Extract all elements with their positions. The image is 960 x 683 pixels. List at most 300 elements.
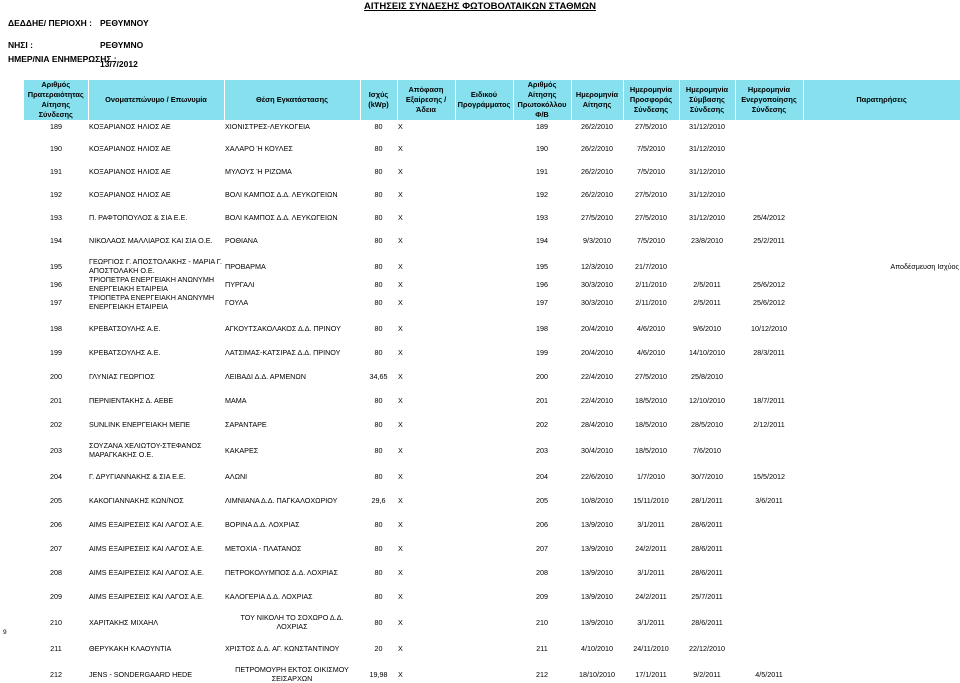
- cell-d-app: 22/4/2010: [581, 395, 613, 405]
- cell-d-app: 13/9/2010: [581, 617, 613, 627]
- cell-num: 206: [50, 519, 62, 529]
- cell-d-contract: 9/2/2011: [693, 669, 721, 679]
- cell-special: [455, 345, 513, 359]
- cell-special: [455, 565, 513, 579]
- cell-num: 191: [50, 167, 62, 176]
- cell-d-app: 22/6/2010: [581, 471, 613, 481]
- cell-exempt: Χ: [398, 419, 403, 429]
- cell-location: ΧΑΛΑΡΟ Ή ΚΟΥΛΕΣ: [225, 144, 293, 153]
- cell-notes: [803, 345, 960, 359]
- meta-island-value: ΡΕΘΥΜΝΟ: [100, 40, 144, 50]
- cell-num: 189: [50, 121, 62, 131]
- cell-d-offer: 4/6/2010: [637, 323, 665, 333]
- row-spacer-cell: [24, 483, 960, 493]
- cell-exempt: Χ: [398, 261, 403, 271]
- cell-d-contract: 23/8/2010: [691, 236, 723, 245]
- row-spacer: [24, 655, 960, 665]
- cell-prot: 192: [536, 190, 548, 199]
- cell-prot: 211: [536, 643, 548, 653]
- cell-location: ΠΥΡΓΑΛΙ: [225, 279, 255, 289]
- cell-d-offer: 24/2/2011: [635, 543, 667, 553]
- cell-d-active: [735, 120, 803, 132]
- table-row: [24, 469, 960, 483]
- cell-kw: 80: [374, 543, 383, 553]
- cell-special: [455, 293, 513, 311]
- table-row: [24, 665, 960, 683]
- cell-notes: [803, 441, 960, 459]
- cell-num: 209: [50, 591, 62, 601]
- cell-exempt: Χ: [398, 669, 403, 679]
- cell-location: ΤΟΥ ΝΙΚΟΛΗ ΤΟ ΣΟΧΩΡΟ Δ.Δ. ΛΟΧΡΙΑΣ: [240, 613, 344, 631]
- cell-d-app: 20/4/2010: [581, 347, 613, 357]
- cell-special: [455, 541, 513, 555]
- cell-exempt: Χ: [398, 591, 403, 601]
- cell-exempt: Χ: [398, 347, 403, 357]
- cell-notes: [803, 165, 960, 178]
- cell-d-active: [735, 165, 803, 178]
- cell-d-offer: 7/5/2010: [637, 167, 665, 176]
- cell-d-active: [735, 188, 803, 201]
- table-row: [24, 393, 960, 407]
- cell-exempt: Χ: [398, 471, 403, 481]
- cell-d-contract: 31/12/2010: [689, 121, 725, 131]
- meta-region-label: ΔΕΔΔΗΕ/ ΠΕΡΙΟΧΗ :: [8, 18, 92, 28]
- cell-d-app: 10/8/2010: [581, 495, 613, 505]
- table-row: [24, 120, 960, 132]
- cell-prot: 199: [536, 347, 548, 357]
- cell-d-contract: 25/8/2010: [691, 371, 723, 381]
- row-spacer-cell: [24, 201, 960, 211]
- cell-notes: [803, 613, 960, 631]
- cell-num: 199: [50, 347, 62, 357]
- cell-notes: [803, 142, 960, 155]
- row-spacer: [24, 201, 960, 211]
- cell-location: ΠΡΟΒΑΡΜΑ: [225, 261, 266, 271]
- col-header-power: Ισχύς (kWp): [360, 80, 397, 120]
- cell-name: ΚΟΞΑΡΙΑΝΟΣ ΗΛΙΟΣ ΑΕ: [89, 167, 171, 176]
- cell-d-contract: 28/6/2011: [691, 567, 723, 577]
- cell-location: ΧΡΙΣΤΟΣ Δ.Δ. ΑΓ. ΚΩΝΣΤΑΝΤΙΝΟΥ: [225, 643, 340, 653]
- cell-exempt: Χ: [398, 643, 403, 653]
- cell-kw: 80: [374, 519, 383, 529]
- cell-num: 195: [50, 261, 62, 271]
- cell-num: 208: [50, 567, 62, 577]
- row-spacer-cell: [24, 407, 960, 417]
- cell-d-app: 13/9/2010: [581, 519, 613, 529]
- cell-d-offer: 4/6/2010: [637, 347, 665, 357]
- cell-notes: [803, 293, 960, 311]
- meta-region-value: ΡΕΘΥΜΝΟΥ: [100, 18, 149, 28]
- cell-name: ΧΑΡΙΤΑΚΗΣ ΜΙΧΑΗΛ: [89, 617, 159, 627]
- cell-special: [455, 188, 513, 201]
- cell-d-active: 4/5/2011: [755, 669, 783, 679]
- table-row: [24, 211, 960, 224]
- cell-special: [455, 234, 513, 247]
- cell-notes: [803, 120, 960, 132]
- row-spacer: [24, 224, 960, 234]
- row-spacer-cell: [24, 631, 960, 641]
- cell-location: ΚΑΚΑΡΕΣ: [225, 445, 259, 455]
- cell-special: [455, 165, 513, 178]
- cell-d-offer: 18/5/2010: [635, 419, 667, 429]
- row-spacer: [24, 359, 960, 369]
- cell-location: ΣΑΡΑΝΤΑΡΕ: [225, 419, 267, 429]
- cell-location: ΧΙΟΝΙΣΤΡΕΣ-ΛΕΥΚΟΓΕΙΑ: [225, 121, 310, 131]
- cell-d-offer: 24/2/2011: [635, 591, 667, 601]
- cell-exempt: Χ: [398, 395, 403, 405]
- table-row: [24, 142, 960, 155]
- cell-kw: 80: [374, 236, 383, 245]
- cell-special: [455, 257, 513, 275]
- col-header-application-date: Ημερομηνία Αίτησης: [571, 80, 623, 120]
- cell-d-app: 30/3/2010: [581, 297, 613, 307]
- cell-notes: [803, 188, 960, 201]
- cell-d-contract: 9/6/2010: [693, 323, 721, 333]
- table-row: [24, 369, 960, 383]
- table-row: [24, 293, 960, 311]
- cell-notes: [803, 469, 960, 483]
- col-header-protocol: Αριθμός Αίτησης Πρωτοκόλλου Φ/Β: [513, 80, 571, 120]
- cell-kw: 80: [374, 419, 383, 429]
- cell-kw: 80: [374, 395, 383, 405]
- cell-prot: 205: [536, 495, 548, 505]
- cell-notes: [803, 665, 960, 683]
- cell-kw: 19,98: [369, 669, 388, 679]
- row-spacer: [24, 459, 960, 469]
- cell-location: ΒΟΡΙΝΑ Δ.Δ. ΛΟΧΡΙΑΣ: [225, 519, 300, 529]
- cell-num: 205: [50, 495, 62, 505]
- cell-name: ΚΡΕΒΑΤΣΟΥΛΗΣ Α.Ε.: [89, 347, 161, 357]
- row-spacer-cell: [24, 178, 960, 188]
- cell-prot: 195: [536, 261, 548, 271]
- cell-d-app: 26/2/2010: [581, 144, 613, 153]
- table-row: [24, 165, 960, 178]
- cell-prot: 201: [536, 395, 548, 405]
- table-row: [24, 417, 960, 431]
- cell-d-app: 20/4/2010: [581, 323, 613, 333]
- row-spacer: [24, 507, 960, 517]
- cell-d-offer: 18/5/2010: [635, 395, 667, 405]
- row-spacer-cell: [24, 155, 960, 165]
- cell-notes: [803, 393, 960, 407]
- table-row: [24, 321, 960, 335]
- cell-exempt: Χ: [398, 543, 403, 553]
- row-spacer: [24, 335, 960, 345]
- cell-prot: 191: [536, 167, 548, 176]
- cell-location: ΑΓΚΟΥΤΣΑΚΟΛΑΚΟΣ Δ.Δ. ΠΡΙΝΟΥ: [225, 323, 341, 333]
- cell-kw: 80: [374, 617, 383, 627]
- cell-kw: 80: [374, 213, 383, 222]
- cell-d-active: [735, 541, 803, 555]
- cell-special: [455, 393, 513, 407]
- cell-notes: [803, 541, 960, 555]
- cell-d-contract: 28/6/2011: [691, 617, 723, 627]
- cell-num: 211: [50, 643, 62, 653]
- cell-d-offer: 21/7/2010: [635, 261, 667, 271]
- col-header-special-program: Ειδικού Προγράμματος: [455, 80, 513, 120]
- cell-d-offer: 3/1/2011: [637, 617, 665, 627]
- cell-d-app: 28/4/2010: [581, 419, 613, 429]
- cell-prot: 202: [536, 419, 548, 429]
- cell-location: ΚΑΛΟΓΕΡΙΑ Δ.Δ. ΛΟΧΡΙΑΣ: [225, 591, 313, 601]
- cell-d-app: 12/3/2010: [581, 261, 613, 271]
- cell-name: ΝΙΚΟΛΑΟΣ ΜΑΛΛΙΑΡΟΣ ΚΑΙ ΣΙΑ Ο.Ε.: [89, 236, 213, 245]
- cell-d-app: 30/4/2010: [581, 445, 613, 455]
- cell-d-active: [735, 613, 803, 631]
- cell-d-offer: 17/1/2011: [635, 669, 667, 679]
- cell-d-app: 26/2/2010: [581, 167, 613, 176]
- cell-location: ΡΟΘΙΑΝΑ: [225, 236, 258, 245]
- cell-d-contract: 30/7/2010: [691, 471, 723, 481]
- row-spacer: [24, 483, 960, 493]
- cell-d-app: 9/3/2010: [583, 236, 611, 245]
- cell-exempt: Χ: [398, 167, 403, 176]
- cell-name: ΣΟΥΖΑΝΑ ΧΕΛΙΩΤΟΥ-ΣΤΕΦΑΝΟΣ ΜΑΡΑΓΚΑΚΗΣ Ο.Ε.: [89, 441, 202, 459]
- cell-d-app: 18/10/2010: [579, 669, 615, 679]
- cell-d-active: [735, 369, 803, 383]
- cell-name: ΚΑΚΟΓΙΑΝΝΑΚΗΣ ΚΩΝ/ΝΟΣ: [89, 495, 184, 505]
- cell-prot: 204: [536, 471, 548, 481]
- cell-num: 202: [50, 419, 62, 429]
- cell-name: AIMS ΕΞΑΙΡΕΣΕΙΣ ΚΑΙ ΛΑΓΟΣ Α.Ε.: [89, 567, 205, 577]
- cell-special: [455, 211, 513, 224]
- cell-d-offer: 3/1/2011: [637, 567, 665, 577]
- cell-kw: 80: [374, 591, 383, 601]
- col-header-name: Ονοματεπώνυμο / Επωνυμία: [88, 80, 224, 120]
- table-row: [24, 641, 960, 655]
- cell-location: ΠΕΤΡΟΜΟΥΡΗ ΕΚΤΟΣ ΟΙΚΙΣΜΟΥ ΣΕΙΣΑΡΧΩΝ: [235, 665, 349, 683]
- cell-location: ΒΟΛΙ ΚΑΜΠΟΣ Δ.Δ. ΛΕΥΚΩΓΕΙΩΝ: [225, 190, 338, 199]
- meta-island-label: ΝΗΣΙ :: [8, 40, 33, 50]
- cell-location: ΑΛΩΝΙ: [225, 471, 248, 481]
- row-spacer-cell: [24, 335, 960, 345]
- cell-d-app: 22/4/2010: [581, 371, 613, 381]
- cell-kw: 80: [374, 121, 383, 131]
- cell-notes: [803, 493, 960, 507]
- table-row: [24, 257, 960, 275]
- cell-special: [455, 641, 513, 655]
- cell-notes: Αποδέσμευση Ισχύος: [890, 261, 959, 271]
- cell-prot: 197: [536, 297, 548, 307]
- cell-name: ΚΟΞΑΡΙΑΝΟΣ ΗΛΙΟΣ ΑΕ: [89, 190, 171, 199]
- row-spacer: [24, 247, 960, 257]
- cell-num: 204: [50, 471, 62, 481]
- cell-prot: 208: [536, 567, 548, 577]
- cell-d-active: 10/12/2010: [751, 323, 787, 333]
- cell-d-offer: 2/11/2010: [635, 279, 667, 289]
- cell-d-active: [735, 565, 803, 579]
- cell-d-contract: 28/5/2010: [691, 419, 723, 429]
- cell-num: 190: [50, 144, 62, 153]
- cell-d-offer: 27/5/2010: [635, 121, 667, 131]
- cell-num: 201: [50, 395, 62, 405]
- cell-special: [455, 665, 513, 683]
- cell-d-offer: 3/1/2011: [637, 519, 665, 529]
- cell-d-active: 28/3/2011: [753, 347, 785, 357]
- cell-num: 192: [50, 190, 62, 199]
- cell-d-offer: 24/11/2010: [633, 643, 669, 653]
- cell-location: ΒΟΛΙ ΚΑΜΠΟΣ Δ.Δ. ΛΕΥΚΩΓΕΙΩΝ: [225, 213, 338, 222]
- cell-prot: 194: [536, 236, 548, 245]
- cell-exempt: Χ: [398, 236, 403, 245]
- cell-special: [455, 369, 513, 383]
- cell-num: 196: [50, 279, 62, 289]
- table-row: [24, 613, 960, 631]
- cell-d-app: 4/10/2010: [581, 643, 613, 653]
- col-header-notes: Παρατηρήσεις: [803, 80, 960, 120]
- cell-prot: 212: [536, 669, 548, 679]
- cell-name: ΤΡΙΟΠΕΤΡΑ ΕΝΕΡΓΕΙΑΚΗ ΑΝΩΝΥΜΗ ΕΝΕΡΓΕΙΑΚΗ ΕΤΑΙΡΕΙΑ: [89, 293, 215, 311]
- col-header-exemption: Απόφαση Εξαίρεσης / Άδεια: [397, 80, 455, 120]
- cell-kw: 80: [374, 144, 383, 153]
- cell-kw: 80: [374, 471, 383, 481]
- cell-d-active: 25/2/2011: [753, 236, 785, 245]
- table-row: [24, 517, 960, 531]
- cell-notes: [803, 417, 960, 431]
- cell-d-offer: 15/11/2010: [633, 495, 669, 505]
- cell-d-contract: 31/12/2010: [689, 190, 725, 199]
- table-row: [24, 589, 960, 603]
- cell-notes: [803, 321, 960, 335]
- cell-d-contract: 31/12/2010: [689, 213, 725, 222]
- cell-name: AIMS ΕΞΑΙΡΕΣΕΙΣ ΚΑΙ ΛΑΓΟΣ Α.Ε.: [89, 543, 205, 553]
- cell-location: ΛΙΜΝΙΑΝΑ Δ.Δ. ΠΑΓΚΑΛΟΧΩΡΙΟΥ: [225, 495, 338, 505]
- cell-d-active: 2/12/2011: [753, 419, 785, 429]
- page-title: ΑΙΤΗΣΕΙΣ ΣΥΝΔΕΣΗΣ ΦΩΤΟΒΟΛΤΑΙΚΩΝ ΣΤΑΘΜΩΝ: [364, 1, 596, 12]
- cell-special: [455, 589, 513, 603]
- row-spacer: [24, 407, 960, 417]
- table-row: [24, 188, 960, 201]
- cell-d-contract: 31/12/2010: [689, 167, 725, 176]
- cell-d-app: 13/9/2010: [581, 543, 613, 553]
- cell-d-offer: 27/5/2010: [635, 371, 667, 381]
- cell-d-offer: 18/5/2010: [635, 445, 667, 455]
- table-row: [24, 275, 960, 293]
- cell-d-active: 18/7/2011: [753, 395, 785, 405]
- cell-d-contract: 2/5/2011: [693, 279, 721, 289]
- cell-d-contract: 12/10/2010: [689, 395, 725, 405]
- cell-notes: [803, 234, 960, 247]
- cell-name: Γ. ΔΡΥΓΙΑΝΝΑΚΗΣ & ΣΙΑ Ε.Ε.: [89, 471, 186, 481]
- cell-d-active: 25/4/2012: [753, 213, 785, 222]
- cell-num: 212: [50, 669, 62, 679]
- cell-notes: [803, 565, 960, 579]
- cell-d-active: 25/6/2012: [753, 297, 785, 307]
- cell-name: ΚΟΞΑΡΙΑΝΟΣ ΗΛΙΟΣ ΑΕ: [89, 121, 171, 131]
- table-body: [24, 120, 960, 683]
- cell-location: ΛΑΤΣΙΜΑΣ-ΚΑΤΣΙΡΑΣ Δ.Δ. ΠΡΙΝΟΥ: [225, 347, 341, 357]
- cell-kw: 20: [374, 643, 383, 653]
- cell-name: AIMS ΕΞΑΙΡΕΣΕΙΣ ΚΑΙ ΛΑΓΟΣ Α.Ε.: [89, 591, 205, 601]
- cell-d-active: [735, 589, 803, 603]
- cell-exempt: Χ: [398, 190, 403, 199]
- cell-d-offer: 2/11/2010: [635, 297, 667, 307]
- cell-special: [455, 493, 513, 507]
- cell-kw: 80: [374, 297, 383, 307]
- cell-d-app: 13/9/2010: [581, 567, 613, 577]
- cell-d-app: 26/2/2010: [581, 121, 613, 131]
- cell-d-offer: 1/7/2010: [637, 471, 665, 481]
- cell-prot: 206: [536, 519, 548, 529]
- cell-d-app: 26/2/2010: [581, 190, 613, 199]
- cell-prot: 198: [536, 323, 548, 333]
- cell-name: SUNLINK ΕΝΕΡΓΕΙΑΚΗ ΜΕΠΕ: [89, 419, 191, 429]
- row-spacer: [24, 631, 960, 641]
- col-header-location: Θέση Εγκατάστασης: [224, 80, 360, 120]
- cell-exempt: Χ: [398, 371, 403, 381]
- cell-prot: 207: [536, 543, 548, 553]
- cell-d-contract: 2/5/2011: [693, 297, 721, 307]
- cell-notes: [803, 275, 960, 293]
- cell-exempt: Χ: [398, 144, 403, 153]
- cell-name: ΚΡΕΒΑΤΣΟΥΛΗΣ Α.Ε.: [89, 323, 161, 333]
- cell-d-contract: 28/6/2011: [691, 519, 723, 529]
- table-row: [24, 541, 960, 555]
- table-row: [24, 234, 960, 247]
- row-spacer-cell: [24, 431, 960, 441]
- cell-kw: 80: [374, 323, 383, 333]
- cell-d-active: [735, 517, 803, 531]
- row-spacer-cell: [24, 603, 960, 613]
- cell-special: [455, 613, 513, 631]
- cell-exempt: Χ: [398, 617, 403, 627]
- table-row: [24, 565, 960, 579]
- cell-location: ΓΟΥΛΑ: [225, 297, 249, 307]
- row-spacer-cell: [24, 311, 960, 321]
- cell-prot: 209: [536, 591, 548, 601]
- row-spacer: [24, 579, 960, 589]
- cell-num: 210: [50, 617, 62, 627]
- cell-prot: 190: [536, 144, 548, 153]
- row-spacer: [24, 178, 960, 188]
- cell-d-contract: 7/6/2010: [693, 445, 721, 455]
- cell-prot: 189: [536, 121, 548, 131]
- cell-name: Π. ΡΑΦΤΟΠΟΥΛΟΣ & ΣΙΑ Ε.Ε.: [89, 213, 188, 222]
- col-header-priority: Αριθμός Πρατεραιότητας Αίτησης Σύνδεσης: [24, 80, 88, 120]
- row-spacer-cell: [24, 359, 960, 369]
- cell-name: ΓΕΩΡΓΙΟΣ Γ. ΑΠΟΣΤΟΛΑΚΗΣ - ΜΑΡΙΑ Γ. ΑΠΟΣΤΟΛΑΚΗ Ο.Ε.: [89, 257, 222, 275]
- cell-d-active: [735, 142, 803, 155]
- page-number: 9: [3, 629, 7, 636]
- col-header-offer-date: Ημερομηνία Προσφοράς Σύνδεσης: [623, 80, 679, 120]
- cell-special: [455, 142, 513, 155]
- cell-notes: [803, 369, 960, 383]
- cell-d-offer: 27/5/2010: [635, 213, 667, 222]
- cell-d-app: 27/5/2010: [581, 213, 613, 222]
- row-spacer-cell: [24, 247, 960, 257]
- cell-d-active: [735, 641, 803, 655]
- row-spacer: [24, 155, 960, 165]
- cell-d-contract: 22/12/2010: [689, 643, 725, 653]
- cell-notes: [803, 589, 960, 603]
- row-spacer-cell: [24, 579, 960, 589]
- cell-num: 194: [50, 236, 62, 245]
- cell-d-contract: 28/1/2011: [691, 495, 723, 505]
- cell-name: ΤΡΙΟΠΕΤΡΑ ΕΝΕΡΓΕΙΑΚΗ ΑΝΩΝΥΜΗ ΕΝΕΡΓΕΙΑΚΗ ΕΤΑΙΡΕΙΑ: [89, 275, 215, 293]
- cell-d-active: 3/6/2011: [755, 495, 783, 505]
- cell-prot: 200: [536, 371, 548, 381]
- cell-location: ΜΑΜΑ: [225, 395, 247, 405]
- cell-d-active: 25/6/2012: [753, 279, 785, 289]
- cell-d-contract: 14/10/2010: [689, 347, 725, 357]
- row-spacer: [24, 383, 960, 393]
- row-spacer-cell: [24, 224, 960, 234]
- cell-exempt: Χ: [398, 323, 403, 333]
- cell-d-contract: [679, 257, 735, 275]
- cell-exempt: Χ: [398, 519, 403, 529]
- row-spacer-cell: [24, 132, 960, 142]
- row-spacer: [24, 555, 960, 565]
